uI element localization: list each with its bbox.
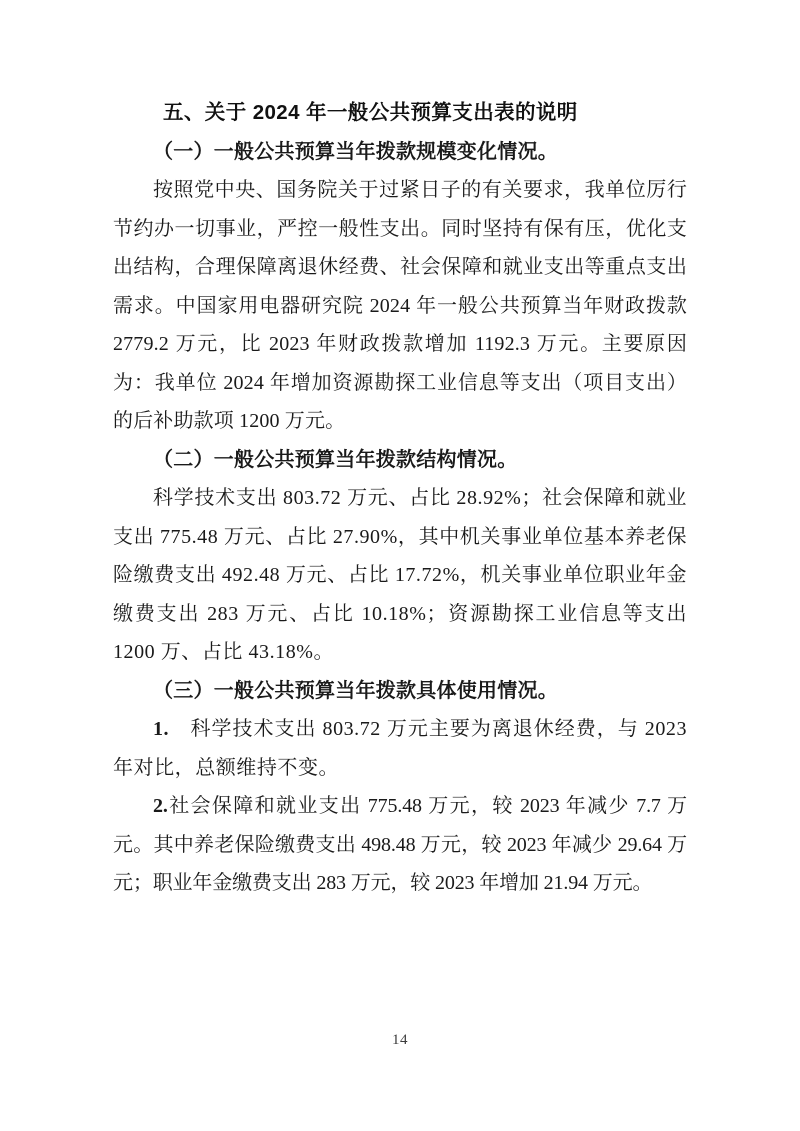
page-content [113,94,687,903]
section-3-item-2-number: 2. [153,795,168,817]
section-1-paragraph: 按照党中央、国务院关于过紧日子的有关要求，我单位厉行节约办一切事业，严控一般性支出。同时坚持有保有压，优化支出结构，合理保障离退休经费、社会保障和就业支出等重点支出需求。中国家用电器研究院 2024 年一般公共预算当年财政拨款 2779.2 万元，比 2023 年财政拨款增加 1192.3 万元。主要原因为：我单位 2024 年增加资源勘探工业信息等支出（项目支出）的后补助款项 1200 万元。 [113,179,687,432]
section-3-item-2 [113,787,687,903]
section-3-item-2-text: 社会保障和就业支出 775.48 万元，较 2023 年减少 7.7 万元。其中养老保险缴费支出 498.48 万元，较 2023 年减少 29.64 万元；职业年金缴费支出 283 万元，较 2023 年增加 21.94 万元。 [113,795,687,894]
section-3-item-1 [113,710,687,787]
section-heading-3: （三）一般公共预算当年拨款具体使用情况。 [153,679,558,702]
page-title: 五、关于 2024 年一般公共预算支出表的说明 [163,101,578,124]
section-heading-1: （一）一般公共预算当年拨款规模变化情况。 [153,140,558,163]
section-heading-2: （二）一般公共预算当年拨款结构情况。 [153,448,518,471]
page-number: 14 [392,1032,408,1048]
section-3-item-1-number: 1. [153,718,170,740]
section-2-paragraph: 科学技术支出 803.72 万元、占比 28.92%；社会保障和就业支出 775.48 万元、占比 27.90%，其中机关事业单位基本养老保险缴费支出 492.48 万元、占比 17.72%，机关事业单位职业年金缴费支出 283 万元、占比 10.18%；资源勘探工业信息等支出 1200 万、占比 43.18%。 [113,487,687,663]
section-3-item-1-text: 科学技术支出 803.72 万元主要为离退休经费，与 2023 年对比，总额维持不变。 [113,718,687,779]
